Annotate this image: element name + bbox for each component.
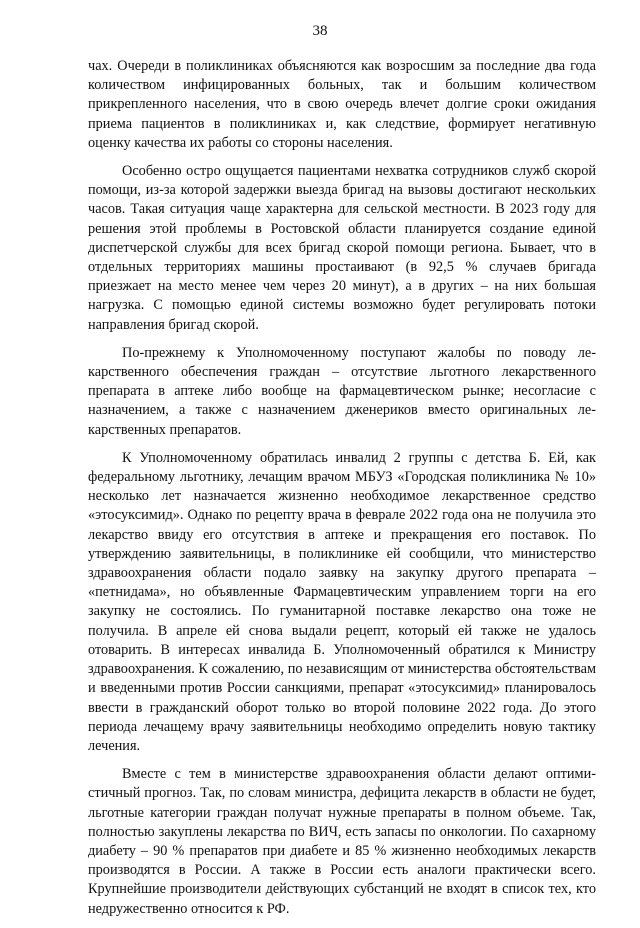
page-number: 38: [312, 23, 328, 39]
paragraph-ambulance-shortage: Особенно остро ощущается пациентами нехватка сотрудников служб скорой помощи, из-за которой задержки выезда бригад на вызовы достигают нескольких часов. Такая ситуация чаще характерна для сельской местности. В 2023 году для решения этой проблемы в Ростовской области планируется создание единой диспетчерской службы для всех бригад скорой помощи региона. Бывает, что в отдельных территориях машины простаивают (в 92,5 % случаев бригада приезжает на место менее чем через 20 минут), а в других – на них большая нагрузка. С помощью единой системы возможно будет регулировать потоки направления бригад скорой.: [88, 163, 596, 333]
paragraph-case-etosuximide: К Уполномоченному обратилась инвалид 2 группы с детства Б. Ей, как федеральному льготнику, лечащим врачом МБУЗ «Городская поликлиника № 10» несколько лет назначается жизненно необходимое лекарственное средство «этосуксимид». Однако по рецепту врача в феврале 2022 года она не получила это лекарство ввиду его отсутствия в аптеке и прекращения его поставок. По утверждению заявительницы, в поликлинике ей сообщили, что министерство здравоохранения области подало заявку на закупку другого препарата – «петнидама», но объявленные Фармацевтическим управлением торги на его закупку не состоялись. По гуманитарной поставке лекарство она тоже не получила. В апреле ей снова выдали рецепт, который ей также не удалось отоварить. В интересах инвалида Б. Уполномоченный обратился к Министру здравоохранения. К сожалению, по независящим от министерства обстоятельствам и введенными против России санкциями, препарат «этосуксимид» планировалось ввести в гражданский оборот только во второй половине 2022 года. До этого периода лечащему врачу заявительницы необходимо определить новую тактику лечения.: [88, 449, 596, 754]
document-body: [88, 57, 596, 928]
paragraph-medicine-complaints: По-прежнему к Уполномоченному поступают жалобы по поводу лекарственного обеспечения граждан – отсутствие льготного лекарственного препарата в аптеке либо вообще на фармацевтическом рынке; несогласие с назначением, а также с назначением дженериков вместо оригинальных лекарственных препаратов.: [88, 344, 596, 438]
paragraph-ministry-forecast: Вместе с тем в министерстве здравоохранения области делают оптимистичный прогноз. Так, по словам министра, дефицита лекарств в области не будет, льготные категории граждан получат нужные препараты в полном объеме. Так, полностью закуплены лекарства по ВИЧ, есть запасы по онкологии. По сахарному диабету – 90 % препаратов при диабете и 85 % жизненно необходимых лекарств производятся в России. А также в России есть аналоги практически всего. Крупнейшие производители действующих субстанций не входят в список тех, кто недружественно относится к РФ.: [88, 766, 596, 917]
paragraph-continuation: чах. Очереди в поликлиниках объясняются как возросшим за последние два года количеством инфицированных больных, так и большим количеством прикрепленного населения, что в свою очередь влечет долгие сроки ожидания приема пациентов в поликлиниках и, как следствие, формирует негативную оценку качества их работы со стороны населения.: [88, 58, 596, 151]
